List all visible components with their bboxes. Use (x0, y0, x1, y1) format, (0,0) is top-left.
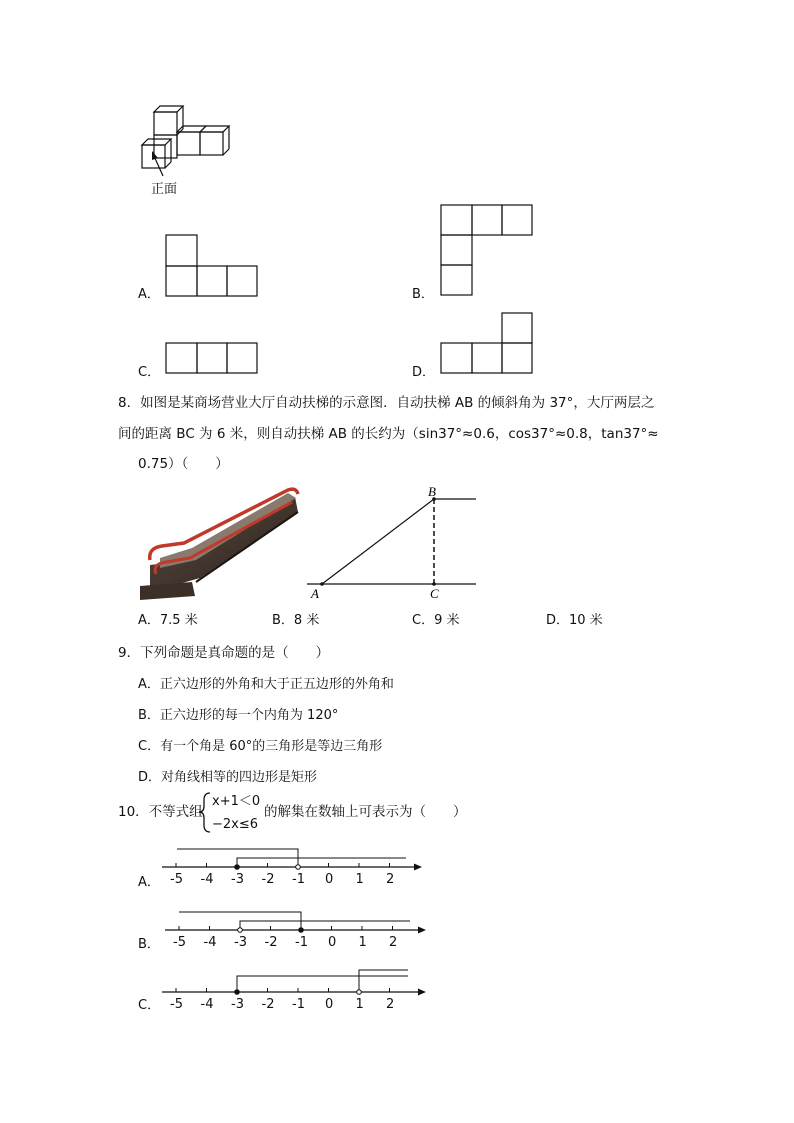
tick-label: 1 (355, 872, 364, 887)
q7-option-d-label[interactable]: D． (412, 365, 436, 380)
q8-stem-line2: 间的距离 BC 为 6 米，则自动扶梯 AB 的长约为（sin37°≈0.6，cos37°≈0.8，tan37°≈ (118, 426, 659, 442)
tick-label: -4 (200, 997, 214, 1012)
q10-stem-prefix: 10．不等式组 (118, 804, 203, 820)
q8-option-c[interactable]: C．9 米 (412, 613, 460, 628)
q9-stem: 9．下列命题是真命题的是（ ） (118, 645, 330, 661)
q8-stem-line3: 0.75）（ ） (138, 456, 229, 472)
tick-label: -2 (264, 935, 278, 950)
q8-option-b[interactable]: B．8 米 (272, 613, 320, 628)
tick-label: -3 (234, 935, 247, 950)
tick-label: -1 (295, 935, 308, 950)
q10-inequality-1: x+1＜0 (212, 794, 261, 809)
q10-option-c-label[interactable]: C． (138, 998, 161, 1013)
q9-option-d[interactable]: D．对角线相等的四边形是矩形 (138, 770, 318, 785)
tick-label: 0 (325, 872, 334, 887)
tick-label: -3 (231, 872, 244, 887)
tick-label: -4 (200, 872, 214, 887)
q10-option-a-label[interactable]: A． (138, 875, 160, 890)
tick-label: -1 (292, 997, 305, 1012)
q10-stem-suffix: 的解集在数轴上可表示为（ ） (264, 804, 467, 820)
tick-label: 0 (328, 935, 337, 950)
open-endpoint (357, 990, 362, 995)
front-face-label: 正面 (151, 182, 178, 197)
q10-inequality-2: −2x≤6 (212, 817, 259, 832)
tick-label: 2 (386, 997, 395, 1012)
tick-label: -2 (261, 872, 275, 887)
point-c-label: C (430, 586, 439, 601)
tick-label: -3 (231, 997, 244, 1012)
tick-label: -1 (292, 872, 305, 887)
tick-label: 1 (355, 997, 364, 1012)
q9-option-a[interactable]: A．正六边形的外角和大于正五边形的外角和 (138, 677, 394, 692)
tick-label: 0 (325, 997, 334, 1012)
q7-option-b-label[interactable]: B． (412, 287, 434, 302)
q7-option-a-label[interactable]: A． (138, 287, 160, 302)
tick-label: -5 (170, 872, 183, 887)
tick-label: -4 (203, 935, 217, 950)
axis-arrow-icon (418, 989, 426, 996)
closed-endpoint (235, 990, 240, 995)
tick-label: 1 (358, 935, 367, 950)
q8-option-d[interactable]: D．10 米 (546, 613, 603, 628)
solution-ray (237, 976, 408, 992)
tick-label: -5 (170, 997, 183, 1012)
tick-label: -5 (173, 935, 186, 950)
solution-ray (359, 970, 408, 992)
q8-option-a[interactable]: A．7.5 米 (138, 613, 198, 628)
point-a-label: A (311, 586, 319, 601)
q7-option-c-label[interactable]: C． (138, 365, 161, 380)
tick-label: 2 (389, 935, 398, 950)
q9-option-c[interactable]: C．有一个角是 60°的三角形是等边三角形 (138, 739, 383, 754)
q10-option-b-label[interactable]: B． (138, 937, 160, 952)
tick-label: -2 (261, 997, 275, 1012)
point-b-label: B (428, 484, 436, 499)
tick-label: 2 (386, 872, 395, 887)
q9-option-b[interactable]: B．正六边形的每一个内角为 120° (138, 708, 339, 723)
q8-stem-line1: 8．如图是某商场营业大厅自动扶梯的示意图．自动扶梯 AB 的倾斜角为 37°，大厅两层之 (118, 395, 655, 411)
